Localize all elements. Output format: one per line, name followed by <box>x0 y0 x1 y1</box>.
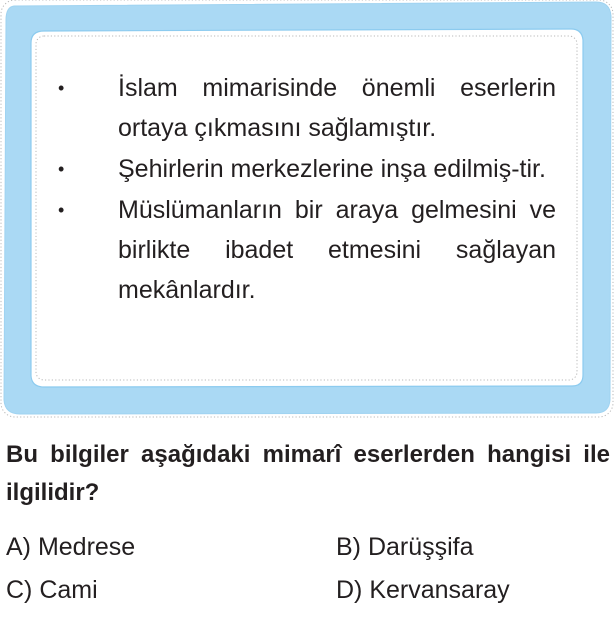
option-b[interactable]: B) Darüşşifa <box>336 533 474 561</box>
info-box-content <box>54 68 556 311</box>
option-c[interactable]: C) Cami <box>6 576 98 604</box>
option-a[interactable]: A) Medrese <box>6 533 136 561</box>
info-item-2-text: Şehirlerin merkezlerine inşa edilmiş-tir. <box>118 155 546 183</box>
option-d[interactable]: D) Kervansaray <box>336 576 510 604</box>
bullet-dot: • <box>58 200 65 220</box>
info-item-3-text: Müslümanların bir araya gelmesini ve birlikte ibadet etmesini sağlayan mekânlardır. <box>118 196 556 304</box>
bullet-dot: • <box>58 78 65 98</box>
question-text: Bu bilgiler aşağıdaki mimarî eserlerden hangisi ile ilgilidir? <box>6 441 610 506</box>
info-item-3 <box>54 190 556 310</box>
info-item-2 <box>54 149 556 189</box>
info-item-1-text: İslam mimarisinde önemli eserlerin ortaya çıkmasını sağlamıştır. <box>118 74 556 142</box>
info-item-1 <box>54 68 556 148</box>
bullet-dot: • <box>58 159 65 179</box>
